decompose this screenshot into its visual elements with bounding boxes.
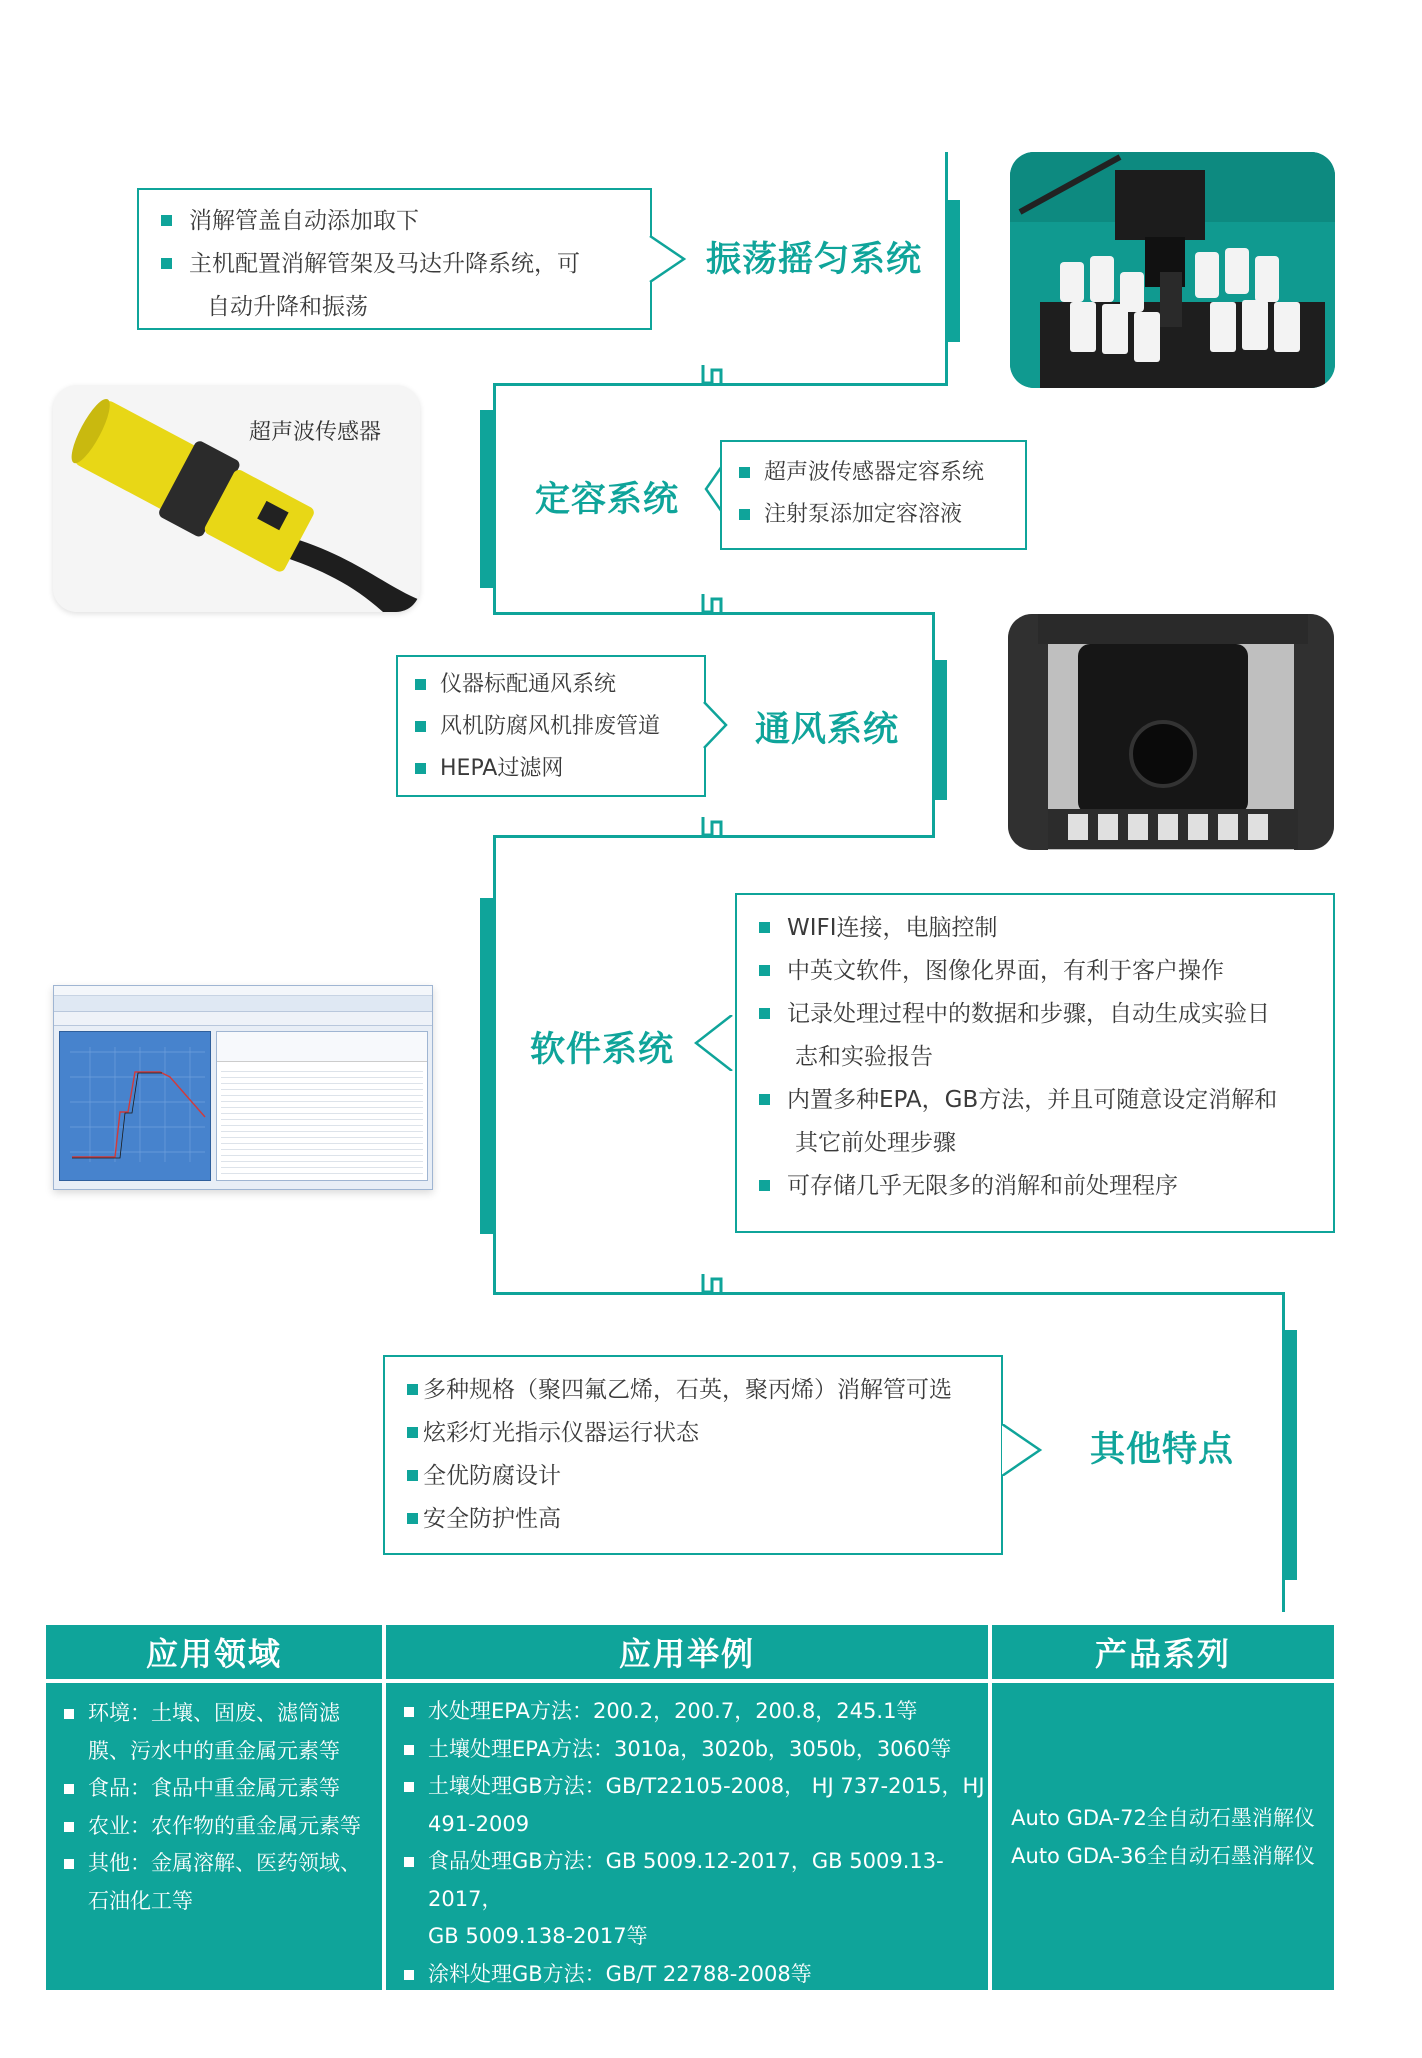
volume-title: 定容系统	[535, 480, 680, 520]
list-item: 自动升降和振荡	[207, 294, 368, 320]
callout-pointer	[648, 236, 688, 282]
list-item: 多种规格（聚四氟乙烯，石英，聚丙烯）消解管可选	[385, 1369, 1001, 1412]
table-cell-series	[992, 1683, 1334, 1990]
list-item: 其它前处理步骤	[795, 1130, 956, 1156]
ventilation-photo	[1008, 614, 1334, 850]
list-item: 消解管盖自动添加取下	[139, 200, 650, 243]
other-callout	[383, 1355, 1003, 1555]
list-item: 注射泵添加定容溶液	[722, 494, 1025, 536]
list-item: 土壤处理EPA方法：3010a，3020b，3050b，3060等	[386, 1731, 988, 1769]
oscillation-photo	[1010, 152, 1335, 388]
list-item: 土壤处理GB方法：GB/T22105-2008， HJ 737-2015，HJ	[386, 1768, 988, 1806]
list-item: 食品：食品中重金属元素等	[46, 1770, 382, 1808]
list-item: WIFI连接，电脑控制	[737, 907, 1333, 950]
table-cell-examples	[386, 1683, 988, 2023]
software-screenshot	[53, 985, 433, 1190]
software-callout	[735, 893, 1335, 1233]
list-item: 可存储几乎无限多的消解和前处理程序	[737, 1165, 1333, 1208]
ultrasonic-sensor-photo	[53, 385, 420, 612]
table-cell-fields	[46, 1683, 382, 1990]
list-item: 安全防护性高	[385, 1498, 1001, 1541]
list-item: 主机配置消解管架及马达升降系统，可	[139, 243, 650, 286]
other-title: 其他特点	[1090, 1430, 1235, 1470]
list-item: 涂料处理GB方法：GB/T 22788-2008等	[386, 1956, 988, 1994]
list-item: 水处理EPA方法：200.2，200.7，200.8，245.1等	[386, 1693, 988, 1731]
list-item: 食品处理GB方法：GB 5009.12-2017，GB 5009.13-2017，	[386, 1843, 988, 1918]
connector-notch	[700, 817, 730, 847]
sensor-label: 超声波传感器	[249, 420, 382, 445]
ventilation-callout	[396, 655, 706, 797]
list-item: 内置多种EPA，GB方法，并且可随意设定消解和	[737, 1079, 1333, 1122]
ventilation-title: 通风系统	[755, 710, 900, 750]
list-item: 491-2009	[428, 1811, 530, 1836]
product-series-item: Auto GDA-72全自动石墨消解仪	[1011, 1805, 1315, 1830]
list-item: GB 5009.138-2017等	[428, 1924, 648, 1948]
connector-notch	[700, 594, 730, 624]
list-item: 记录处理过程中的数据和步骤，自动生成实验日	[737, 993, 1333, 1036]
connector-notch	[700, 365, 730, 395]
table-header-series: 产品系列	[992, 1625, 1334, 1679]
oscillation-title: 振荡摇匀系统	[706, 240, 923, 280]
list-item: 仪器标配通风系统	[398, 664, 704, 706]
list-item: HEPA过滤网	[398, 748, 704, 790]
oscillation-callout	[137, 188, 652, 330]
list-item: 风机防腐风机排废管道	[398, 706, 704, 748]
volume-callout	[720, 440, 1027, 550]
list-item: 其他：金属溶解、医药领域、	[46, 1845, 382, 1883]
list-item: 全优防腐设计	[385, 1455, 1001, 1498]
list-item: 志和实验报告	[795, 1044, 933, 1070]
list-item: 农业：农作物的重金属元素等	[46, 1808, 382, 1846]
list-item: 炫彩灯光指示仪器运行状态	[385, 1412, 1001, 1455]
product-series-item: Auto GDA-36全自动石墨消解仪	[1011, 1843, 1315, 1868]
callout-pointer	[694, 1015, 734, 1071]
list-item: 环境：土壤、固废、滤筒滤	[46, 1695, 382, 1733]
list-item: 超声波传感器定容系统	[722, 452, 1025, 494]
table-header-examples: 应用举例	[386, 1625, 988, 1679]
list-item: 膜、污水中的重金属元素等	[88, 1738, 340, 1763]
table-header-fields: 应用领域	[46, 1625, 382, 1679]
software-title: 软件系统	[530, 1030, 675, 1070]
list-item: 中英文软件，图像化界面，有利于客户操作	[737, 950, 1333, 993]
callout-pointer	[702, 702, 730, 748]
connector-notch	[700, 1274, 730, 1304]
list-item: 石油化工等	[88, 1888, 193, 1913]
list-item: 电子产品处理方法：SJ/T 11365-2006等	[386, 1993, 988, 2031]
callout-pointer	[1000, 1424, 1044, 1476]
